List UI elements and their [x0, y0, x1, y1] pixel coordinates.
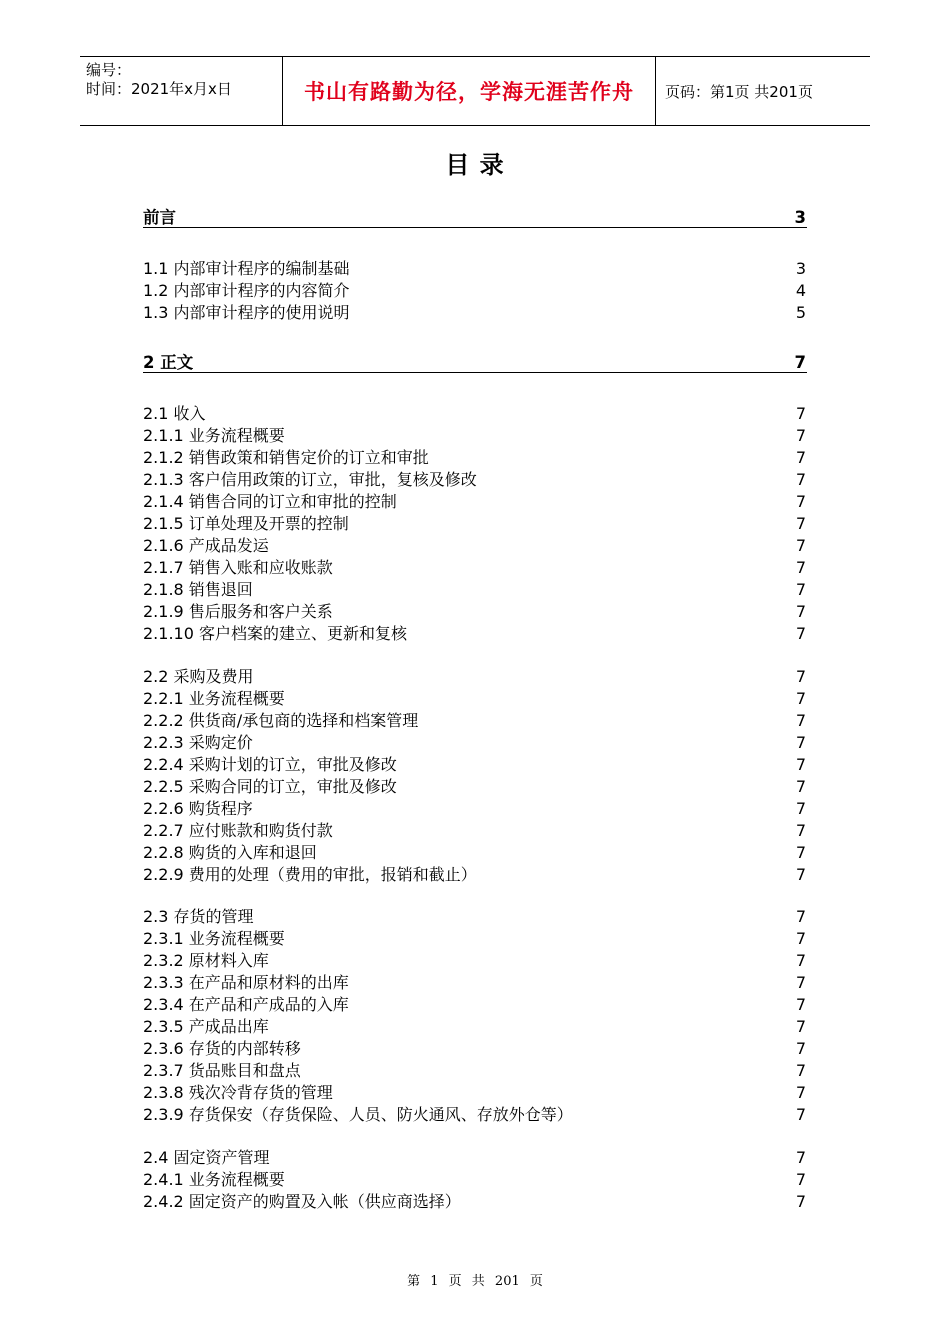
toc-entry[interactable]: [143, 258, 807, 279]
toc-entry[interactable]: [143, 732, 807, 753]
toc-entry-label: 2.1.2 销售政策和销售定价的订立和审批: [143, 448, 429, 467]
toc-entry-label: 2.2.3 采购定价: [143, 733, 253, 752]
toc-entry-page: 7: [795, 689, 806, 708]
toc-entry[interactable]: [143, 352, 807, 373]
toc-entry-label: 2.2.1 业务流程概要: [143, 689, 285, 708]
header-motto: 书山有路勤为径，学海无涯苦作舟: [282, 57, 656, 125]
toc-entry-page: 7: [795, 973, 806, 992]
toc-entry-label: 前言: [143, 208, 176, 227]
toc-entry-label: 2.2.4 采购计划的订立，审批及修改: [143, 755, 397, 774]
toc-entry-page: 7: [795, 711, 806, 730]
toc-entry-label: 2.2.5 采购合同的订立，审批及修改: [143, 777, 397, 796]
toc-entry-label: 2.2.9 费用的处理（费用的审批，报销和截止）: [143, 865, 477, 884]
toc-entry[interactable]: [143, 1147, 807, 1168]
toc-entry[interactable]: [143, 280, 807, 301]
toc-entry[interactable]: [143, 302, 807, 323]
document-header: [80, 56, 870, 126]
toc-entry[interactable]: [143, 928, 807, 949]
toc-entry-page: 7: [795, 799, 806, 818]
toc-entry-label: 2.3.3 在产品和原材料的出库: [143, 973, 349, 992]
toc-entry-page: 5: [795, 303, 806, 322]
toc-entry-page: 7: [795, 821, 806, 840]
header-meta: [80, 57, 282, 125]
toc-entry[interactable]: [143, 469, 807, 490]
toc-entry-label: 2.1.7 销售入账和应收账款: [143, 558, 333, 577]
toc-entry-label: 2.3.9 存货保安（存货保险、人员、防火通风、存放外仓等）: [143, 1105, 573, 1124]
toc-entry[interactable]: [143, 623, 807, 644]
toc-entry-label: 1.2 内部审计程序的内容简介: [143, 281, 350, 300]
toc-entry-page: 7: [794, 353, 806, 372]
toc-entry-label: 2.2.8 购货的入库和退回: [143, 843, 317, 862]
toc-entry-page: 7: [795, 929, 806, 948]
document-time: 时间：2021年x月x日: [86, 80, 232, 98]
toc-entry[interactable]: [143, 950, 807, 971]
toc-entry-label: 2.3.1 业务流程概要: [143, 929, 285, 948]
toc-entry-page: 3: [795, 259, 806, 278]
toc-entry-page: 7: [795, 733, 806, 752]
toc-entry-label: 2.3.2 原材料入库: [143, 951, 269, 970]
toc-entry-page: 7: [795, 404, 806, 423]
toc-entry[interactable]: [143, 754, 807, 775]
toc-entry-label: 2.4 固定资产管理: [143, 1148, 270, 1167]
toc-entry-label: 1.1 内部审计程序的编制基础: [143, 259, 350, 278]
toc-entry-page: 7: [795, 426, 806, 445]
toc-entry-page: 7: [795, 1105, 806, 1124]
toc-entry-page: 7: [795, 777, 806, 796]
toc-entry[interactable]: [143, 1016, 807, 1037]
toc-entry-label: 2.3.6 存货的内部转移: [143, 1039, 301, 1058]
toc-entry-page: 7: [795, 1170, 806, 1189]
toc-entry-page: 7: [795, 1017, 806, 1036]
toc-entry[interactable]: [143, 1038, 807, 1059]
toc-entry-label: 2.2 采购及费用: [143, 667, 254, 686]
toc-entry-page: 3: [794, 208, 806, 227]
toc-entry-page: 7: [795, 1083, 806, 1102]
toc-entry[interactable]: [143, 1191, 807, 1212]
toc-entry[interactable]: [143, 425, 807, 446]
toc-entry-label: 2.1.6 产成品发运: [143, 536, 269, 555]
toc-entry-label: 2.2.2 供货商/承包商的选择和档案管理: [143, 711, 419, 730]
page-title: 目 录: [445, 151, 505, 179]
toc-entry-page: 7: [795, 536, 806, 555]
toc-entry-label: 2.3.4 在产品和产成品的入库: [143, 995, 349, 1014]
toc-entry[interactable]: [143, 864, 807, 885]
toc-entry-page: 7: [795, 624, 806, 643]
toc-entry-label: 1.3 内部审计程序的使用说明: [143, 303, 350, 322]
toc-entry[interactable]: [143, 491, 807, 512]
toc-entry-label: 2 正文: [143, 353, 194, 372]
toc-entry-page: 7: [795, 470, 806, 489]
toc-entry-label: 2.3 存货的管理: [143, 907, 254, 926]
toc-entry[interactable]: [143, 535, 807, 556]
toc-entry-page: 7: [795, 1148, 806, 1167]
toc-entry-label: 2.1.1 业务流程概要: [143, 426, 285, 445]
toc-entry[interactable]: [143, 403, 807, 424]
toc-entry-page: 7: [795, 995, 806, 1014]
toc-entry-page: 7: [795, 755, 806, 774]
toc-entry-page: 4: [795, 281, 806, 300]
toc-entry-label: 2.3.5 产成品出库: [143, 1017, 269, 1036]
toc-entry-page: 7: [795, 907, 806, 926]
toc-entry[interactable]: [143, 688, 807, 709]
toc-entry-label: 2.1.9 售后服务和客户关系: [143, 602, 333, 621]
toc-entry-label: 2.1.10 客户档案的建立、更新和复核: [143, 624, 407, 643]
toc-entry-label: 2.2.7 应付账款和购货付款: [143, 821, 333, 840]
toc-entry[interactable]: [143, 776, 807, 797]
toc-entry[interactable]: [143, 1060, 807, 1081]
toc-entry[interactable]: [143, 710, 807, 731]
toc-entry-page: 7: [795, 558, 806, 577]
toc-entry-page: 7: [795, 492, 806, 511]
toc-entry-page: 7: [795, 514, 806, 533]
toc-entry[interactable]: [143, 798, 807, 819]
toc-entry[interactable]: [143, 906, 807, 927]
toc-entry[interactable]: [143, 557, 807, 578]
toc-entry-page: 7: [795, 667, 806, 686]
toc-entry[interactable]: [143, 972, 807, 993]
toc-entry[interactable]: [143, 666, 807, 687]
toc-entry-label: 2.1.3 客户信用政策的订立，审批，复核及修改: [143, 470, 477, 489]
toc-entry-page: 7: [795, 580, 806, 599]
toc-entry[interactable]: [143, 1082, 807, 1103]
page-footer: 第 1 页 共 201 页: [407, 1274, 543, 1289]
toc-entry-label: 2.3.7 货品账目和盘点: [143, 1061, 301, 1080]
toc-entry-page: 7: [795, 1039, 806, 1058]
toc-entry-page: 7: [795, 1061, 806, 1080]
toc-entry[interactable]: [143, 513, 807, 534]
toc-entry-page: 7: [795, 448, 806, 467]
toc-entry[interactable]: [143, 1169, 807, 1190]
toc-entry-page: 7: [795, 843, 806, 862]
toc-entry-page: 7: [795, 602, 806, 621]
toc-entry[interactable]: [143, 601, 807, 622]
toc-entry-label: 2.1.4 销售合同的订立和审批的控制: [143, 492, 397, 511]
toc-entry-label: 2.1 收入: [143, 404, 206, 423]
toc-entry-label: 2.4.1 业务流程概要: [143, 1170, 285, 1189]
toc-entry[interactable]: [143, 447, 807, 468]
toc-entry-label: 2.1.5 订单处理及开票的控制: [143, 514, 349, 533]
document-number-label: 编号：: [86, 61, 132, 79]
toc-entry-page: 7: [795, 951, 806, 970]
toc-entry[interactable]: [143, 994, 807, 1015]
toc-entry-label: 2.2.6 购货程序: [143, 799, 253, 818]
toc-entry[interactable]: [143, 1104, 807, 1125]
toc-entry[interactable]: [143, 207, 807, 228]
toc-entry[interactable]: [143, 820, 807, 841]
toc-entry-label: 2.4.2 固定资产的购置及入帐（供应商选择）: [143, 1192, 461, 1211]
toc-entry-page: 7: [795, 1192, 806, 1211]
toc-entry-page: 7: [795, 865, 806, 884]
toc-entry[interactable]: [143, 579, 807, 600]
toc-entry-label: 2.1.8 销售退回: [143, 580, 253, 599]
toc-entry[interactable]: [143, 842, 807, 863]
header-page-info: 页码：第1页 共201页: [665, 82, 813, 101]
toc-entry-label: 2.3.8 残次冷背存货的管理: [143, 1083, 333, 1102]
